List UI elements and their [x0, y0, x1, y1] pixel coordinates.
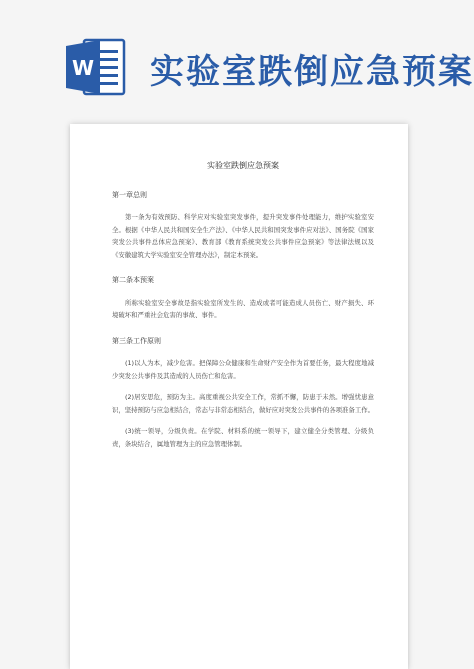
paragraph: 第一条为有效预防、科学应对实验室突发事件，提升突发事件处理能力，维护实验室安全。根据《中华人民共和国安全生产法》、《中华人民共和国突发事件应对法》、国务院《国家突发公共事件总体应急预案》、教育部《教育系统突发公共事件应急预案》等法律法规以及《安徽建筑大学实验室安全管理办法》，制定本预案。 — [112, 213, 374, 259]
section-heading: 第三条工作原则 — [112, 336, 161, 345]
banner-title: 实验室跌倒应急预案 — [150, 52, 474, 92]
paragraph: (3)统一领导，分级负责。在学院、材料系的统一领导下，建立健全分类管理、分级负责，条块结合，属地管理为主的应急管理体制。 — [112, 427, 374, 448]
document-title: 实验室跌倒应急预案 — [207, 161, 279, 170]
document-page — [70, 124, 408, 669]
word-icon-letter: W — [71, 56, 95, 80]
section-heading: 第二条本预案 — [112, 276, 154, 284]
word-document-icon — [64, 36, 126, 98]
document-body — [112, 160, 374, 459]
banner — [0, 0, 474, 110]
paragraph: (2)居安思危，预防为主。高度重视公共安全工作，常抓不懈，防患于未然。增强忧患意识，坚持预防与应急相结合，常态与非常态相结合，做好应对突发公共事件的各项准备工作。 — [112, 393, 375, 414]
section-heading: 第一章总则 — [112, 190, 147, 199]
paragraph: (1)以人为本，减少危害。把保障公众健康和生命财产安全作为首要任务，最大程度地减少突发公共事件及其造成的人员伤亡和危害。 — [112, 359, 374, 380]
paragraph: 所称实验室安全事故是指实验室所发生的、造成或者可能造成人员伤亡、财产损失、环境破坏和严重社会危害的事故、事件。 — [112, 298, 374, 319]
